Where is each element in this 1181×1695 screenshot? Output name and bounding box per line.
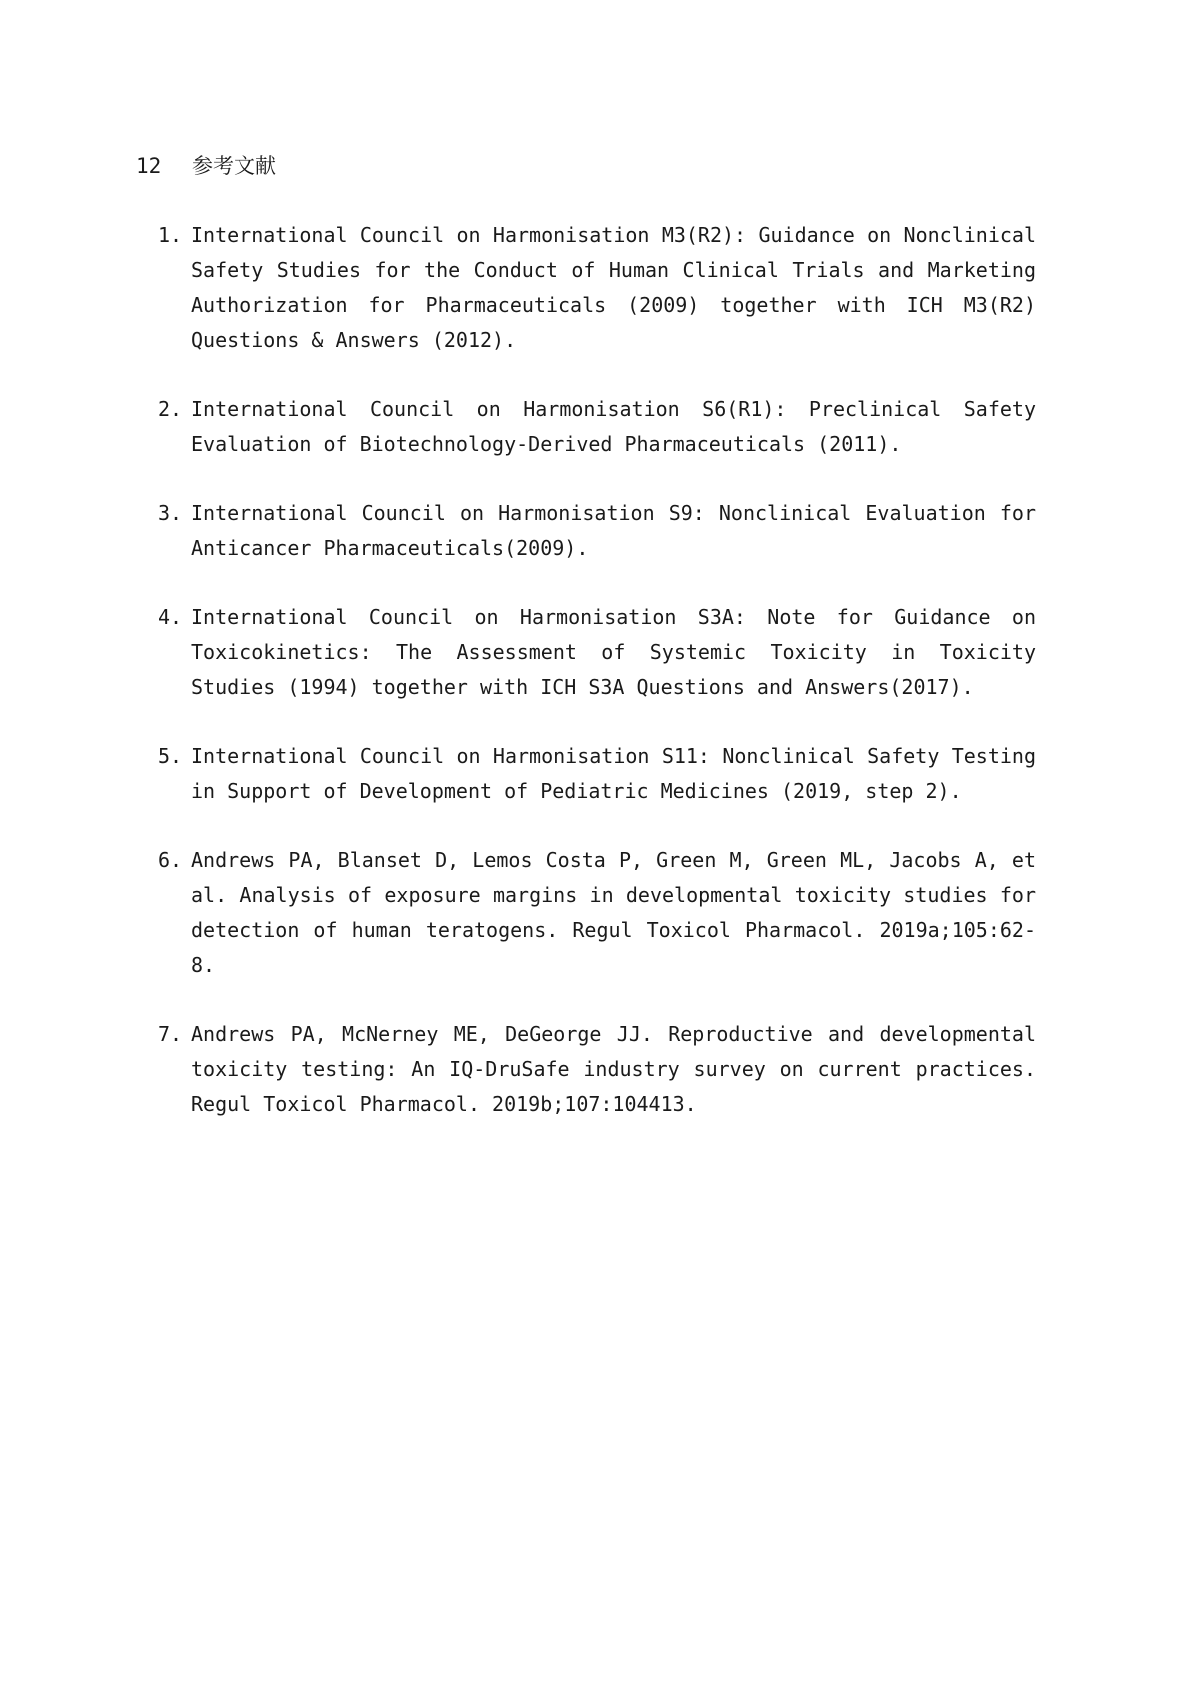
- reference-item-4: [158, 600, 1036, 705]
- reference-number: 5.: [158, 744, 183, 768]
- reference-item-5: [158, 739, 1036, 809]
- reference-number: 4.: [158, 605, 183, 629]
- reference-item-7: [158, 1017, 1036, 1122]
- reference-number: 2.: [158, 397, 183, 421]
- reference-number: 1.: [158, 223, 183, 247]
- reference-item-1: [158, 218, 1036, 358]
- reference-list: [158, 218, 1036, 1156]
- reference-number: 3.: [158, 501, 183, 525]
- reference-number: 6.: [158, 848, 183, 872]
- section-number: 12: [136, 154, 162, 178]
- reference-text: Andrews PA, McNerney ME, DeGeorge JJ. Reproductive and developmental toxicity testing: An IQ-DruSafe industry survey on current practices. Regul Toxicol Pharmacol. 2019b;107:104413.: [191, 1022, 1036, 1116]
- reference-number: 7.: [158, 1022, 183, 1046]
- section-title: 参考文献: [192, 154, 276, 178]
- reference-text: International Council on Harmonisation S9: Nonclinical Evaluation for Anticancer Pharmaceuticals(2009).: [191, 501, 1036, 560]
- reference-text: Andrews PA, Blanset D, Lemos Costa P, Green M, Green ML, Jacobs A, et al. Analysis of exposure margins in developmental toxicity studies for detection of human teratogens. Regul Toxicol Pharmacol. 2019a;105:62-8.: [191, 848, 1036, 977]
- reference-text: International Council on Harmonisation S11: Nonclinical Safety Testing in Support of Development of Pediatric Medicines (2019, step 2).: [191, 744, 1036, 803]
- section-heading: [136, 148, 276, 184]
- reference-item-6: [158, 843, 1036, 983]
- reference-text: International Council on Harmonisation M3(R2): Guidance on Nonclinical Safety Studies for the Conduct of Human Clinical Trials and Marketing Authorization for Pharmaceuticals (2009) together with ICH M3(R2) Questions & Answers (2012).: [191, 223, 1036, 352]
- reference-item-3: [158, 496, 1036, 566]
- reference-text: International Council on Harmonisation S6(R1): Preclinical Safety Evaluation of Biotechnology-Derived Pharmaceuticals (2011).: [191, 397, 1036, 456]
- reference-text: International Council on Harmonisation S3A: Note for Guidance on Toxicokinetics: The Assessment of Systemic Toxicity in Toxicity Studies (1994) together with ICH S3A Questions and Answers(2017).: [191, 605, 1036, 699]
- reference-item-2: [158, 392, 1036, 462]
